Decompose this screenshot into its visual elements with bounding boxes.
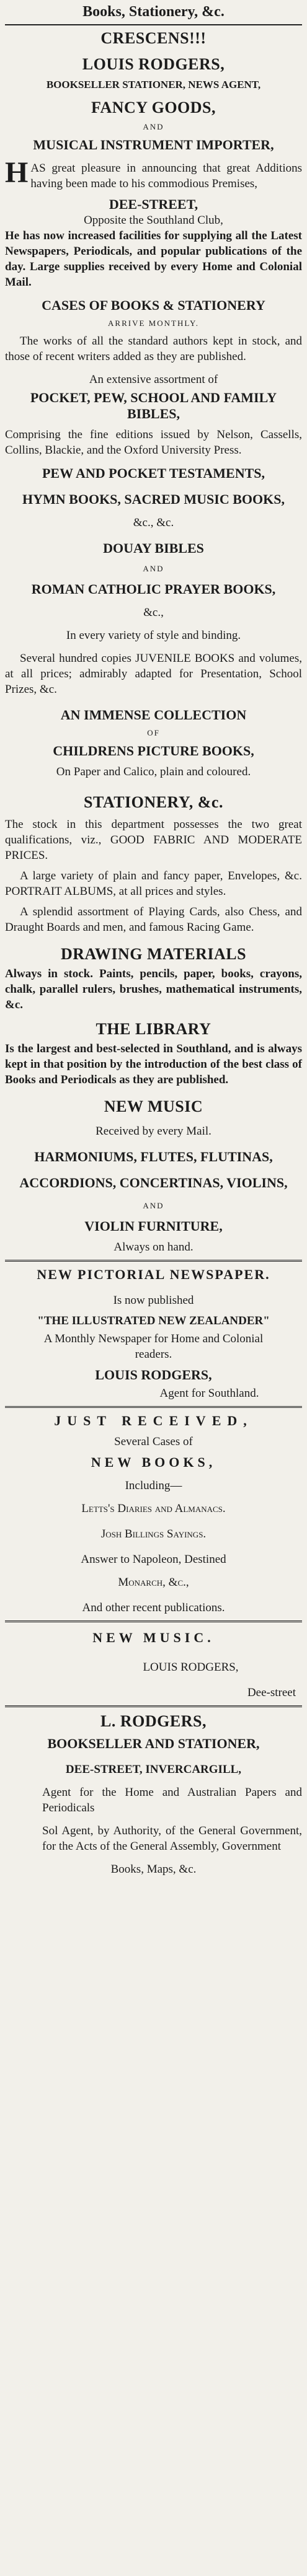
hymn-heading: HYMN BOOKS, SACRED MUSIC BOOKS, (22, 491, 285, 507)
harmoniums-heading: HARMONIUMS, FLUTES, FLUTINAS, (34, 1149, 273, 1164)
new-music-heading: NEW MUSIC (104, 1097, 203, 1115)
juvenile-paragraph: Several hundred copies JUVENILE BOOKS and volumes, at all prices; admirably adapted for Presentation, School Prizes, &c. (5, 652, 302, 696)
letts-line: Letts's Diaries and Almanacs. (81, 1502, 226, 1515)
crescens-heading: CRESCENS!!! (100, 29, 207, 47)
divider (5, 1620, 302, 1622)
published-line: Is now published (113, 1294, 194, 1307)
trades-line: BOOKSELLER STATIONER, NEWS AGENT, (46, 79, 261, 90)
section-title: Books, Stationery, &c. (82, 4, 225, 20)
advertiser-name: LOUIS RODGERS, (143, 1661, 239, 1674)
divider (5, 24, 302, 25)
advertisement-just-received (5, 1413, 302, 1615)
advertiser-name: L. RODGERS, (100, 1712, 207, 1730)
street-line: Dee-street (247, 1686, 296, 1699)
advertisement-new-music (5, 1630, 302, 1700)
divider (5, 1260, 302, 1262)
etc-line: &c., (143, 606, 164, 619)
new-music-heading: NEW MUSIC. (92, 1630, 215, 1645)
maps-line: Books, Maps, &c. (110, 1863, 197, 1876)
and-connector: AND (143, 1201, 164, 1210)
children-heading: CHILDRENS PICTURE BOOKS, (53, 743, 254, 758)
cases-heading: CASES OF BOOKS & STATIONERY (42, 297, 265, 313)
arrive-line: ARRIVE MONTHLY. (108, 319, 199, 328)
monthly-line: A Monthly Newspaper for Home and Colonial readers. (43, 1332, 264, 1361)
paper-line: On Paper and Calico, plain and coloured. (56, 765, 251, 778)
advertisement-l-rodgers (5, 1712, 302, 1877)
stationery-heading: STATIONERY, &c. (84, 793, 223, 811)
violin-heading: VIOLIN FURNITURE, (84, 1218, 223, 1234)
drawing-paragraph: Always in stock. Paints, pencils, paper, books, crayons, chalk, parallel rulers, brushes, mathematical instruments, &c. (5, 967, 302, 1011)
plain-fancy-paragraph: A large variety of plain and fancy paper, Envelopes, &c. PORTRAIT ALBUMS, at all prices and styles. (5, 869, 302, 898)
stock-paragraph: The stock in this department possesses the two great qualifications, viz., GOOD FABRIC AND MODERATE PRICES. (5, 818, 302, 862)
of-connector: OF (147, 728, 160, 737)
cases-line: Several Cases of (114, 1435, 193, 1448)
opposite-line: Opposite the Southland Club, (84, 214, 223, 227)
facilities-paragraph: He has now increased facilities for supplying all the Latest Newspapers, Periodicals, and popular publications of the day. Large supplies received by every Home and Colonial Mail. (5, 229, 302, 289)
just-received-heading: JUST RECEIVED, (54, 1413, 253, 1428)
advertisement-pictorial (5, 1267, 302, 1401)
and-connector: AND (143, 564, 164, 573)
library-heading: THE LIBRARY (96, 1020, 211, 1038)
assortment-line: An extensive assortment of (89, 373, 218, 386)
including-line: Including— (125, 1479, 182, 1492)
musical-importer-heading: MUSICAL INSTRUMENT IMPORTER, (33, 137, 274, 152)
trades-heading: BOOKSELLER AND STATIONER, (47, 1736, 260, 1751)
street-line: DEE-STREET, INVERCARGILL, (65, 1763, 242, 1776)
library-paragraph: Is the largest and best-selected in Southland, and is always kept in that position by the introduction of the best class of Books and Periodicals as they are published. (5, 1042, 302, 1086)
new-books-heading: NEW BOOKS, (91, 1454, 216, 1470)
intro-paragraph: HAS great pleasure in announcing that great Additions having been made to his commodious Premises, (5, 156, 302, 190)
catholic-heading: ROMAN CATHOLIC PRAYER BOOKS, (31, 581, 276, 597)
drawing-heading: DRAWING MATERIALS (60, 945, 247, 963)
immense-heading: AN IMMENSE COLLECTION (60, 707, 247, 723)
and-connector: AND (143, 122, 164, 131)
agent-paragraph: Agent for the Home and Australian Papers and Periodicals (42, 1786, 302, 1814)
testaments-heading: PEW AND POCKET TESTAMENTS, (42, 465, 265, 481)
billings-line: Josh Billings Sayings. (100, 1528, 207, 1541)
etc-line: &c., &c. (133, 516, 174, 529)
sole-agent-paragraph: Sol Agent, by Authority, of the General Government, for the Acts of the General Assembly, Government (42, 1824, 302, 1853)
advertiser-name: LOUIS RODGERS, (95, 1367, 212, 1383)
advertiser-name: LOUIS RODGERS, (82, 55, 225, 73)
divider (5, 1406, 302, 1408)
received-line: Received by every Mail. (96, 1125, 211, 1138)
divider (5, 1705, 302, 1707)
street-heading: DEE-STREET, (109, 196, 198, 212)
variety-line: In every variety of style and binding. (66, 629, 241, 642)
cards-paragraph: A splendid assortment of Playing Cards, also Chess, and Draught Boards and men, and famous Racing Game. (5, 905, 302, 934)
pictorial-heading: NEW PICTORIAL NEWSPAPER. (37, 1267, 270, 1282)
editions-paragraph: Comprising the fine editions issued by Nelson, Cassells, Collins, Blackie, and the Oxford University Press. (5, 428, 302, 457)
monarch-line: Monarch, &c., (118, 1576, 189, 1589)
agent-line: Agent for Southland. (159, 1387, 259, 1400)
accordions-heading: ACCORDIONS, CONCERTINAS, VIOLINS, (19, 1175, 288, 1190)
always-line: Always on hand. (113, 1241, 194, 1254)
bibles-heading: POCKET, PEW, SCHOOL AND FAMILY BIBLES, (30, 390, 277, 421)
other-line: And other recent publications. (82, 1601, 225, 1614)
answer-line: Answer to Napoleon, Destined (81, 1553, 226, 1566)
fancy-goods-heading: FANCY GOODS, (91, 99, 216, 116)
douay-heading: DOUAY BIBLES (103, 540, 204, 556)
paper-title: "THE ILLUSTRATED NEW ZEALANDER" (37, 1314, 270, 1327)
advertisement-rodgers-main (5, 29, 302, 1255)
works-paragraph: The works of all the standard authors kept in stock, and those of recent writers added as they are published. (5, 335, 302, 363)
